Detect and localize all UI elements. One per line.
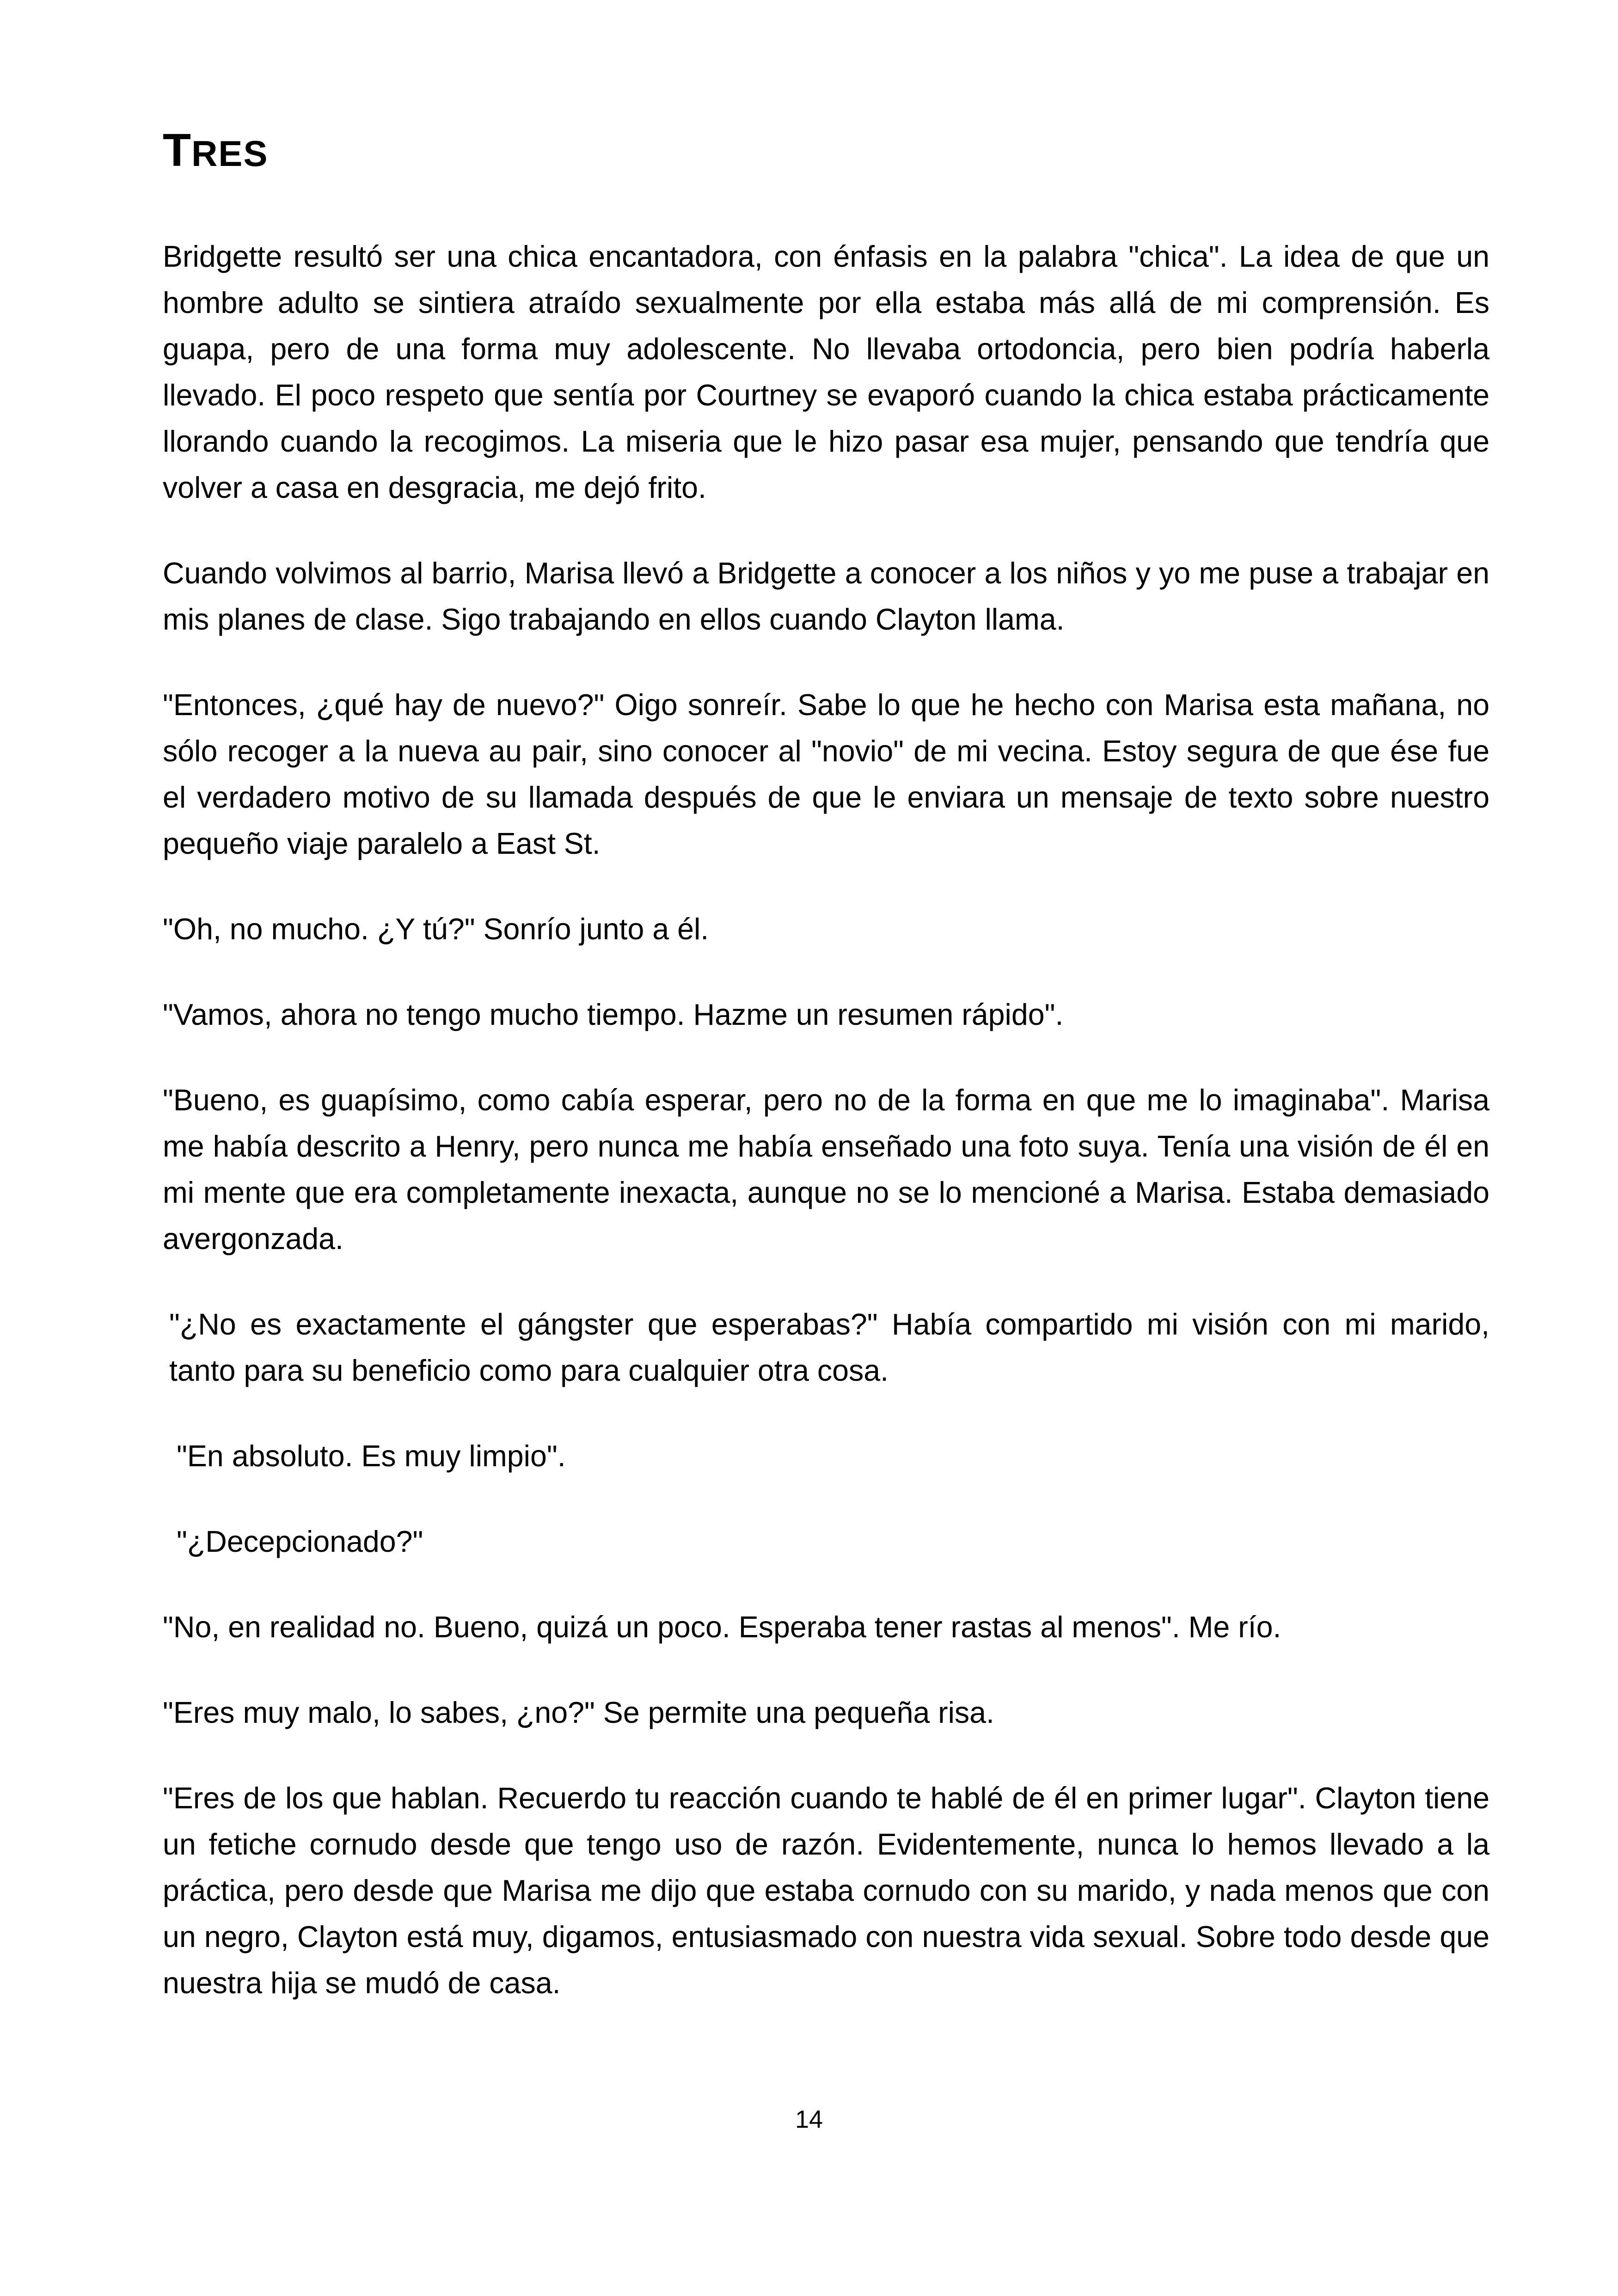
chapter-title bbox=[163, 122, 268, 181]
paragraph: Bridgette resultó ser una chica encantadora, con énfasis en la palabra "chica". La idea de que un hombre adulto se sintiera atraído sexualmente por ella estaba más allá de mi comprensión. Es guapa, pero de una forma muy adolescente. No llevaba ortodoncia, pero bien podría haberla llevado. El poco respeto que sentía por Courtney se evaporó cuando la chica estaba prácticamente llorando cuando la recogimos. La miseria que le hizo pasar esa mujer, pensando que tendría que volver a casa en desgracia, me dejó frito. bbox=[163, 240, 1489, 504]
paragraph: "¿Decepcionado?" bbox=[177, 1525, 423, 1558]
paragraph: "No, en realidad no. Bueno, quizá un poco. Esperaba tener rastas al menos". Me río. bbox=[163, 1610, 1281, 1644]
body-text bbox=[163, 233, 1489, 2045]
paragraph: "Eres muy malo, lo sabes, ¿no?" Se permite una pequeña risa. bbox=[163, 1696, 994, 1729]
page-number: 14 bbox=[795, 2106, 823, 2133]
paragraph: "Bueno, es guapísimo, como cabía esperar, pero no de la forma en que me lo imaginaba". Marisa me había descrito a Henry, pero nunca me había enseñado una foto suya. Tenía una visión de él en mi mente que era completamente inexacta, aunque no se lo mencioné a Marisa. Estaba demasiado avergonzada. bbox=[163, 1084, 1489, 1255]
chapter-title-initial: T bbox=[163, 124, 192, 176]
paragraph: Cuando volvimos al barrio, Marisa llevó a Bridgette a conocer a los niños y yo me puse a trabajar en mis planes de clase. Sigo trabajando en ellos cuando Clayton llama. bbox=[163, 557, 1489, 636]
paragraph: "¿No es exactamente el gángster que esperabas?" Había compartido mi visión con mi marido, tanto para su beneficio como para cualquier otra cosa. bbox=[169, 1308, 1489, 1387]
paragraph: "Oh, no mucho. ¿Y tú?" Sonrío junto a él. bbox=[163, 912, 709, 946]
chapter-title-rest: RES bbox=[191, 133, 269, 174]
paragraph: "Vamos, ahora no tengo mucho tiempo. Hazme un resumen rápido". bbox=[163, 998, 1064, 1031]
paragraph: "En absoluto. Es muy limpio". bbox=[177, 1439, 566, 1473]
paragraph: "Eres de los que hablan. Recuerdo tu reacción cuando te hablé de él en primer lugar". Clayton tiene un fetiche cornudo desde que tengo uso de razón. Evidentemente, nunca lo hemos llevado a la práctica, pero desde que Marisa me dijo que estaba cornudo con su marido, y nada menos que con un negro, Clayton está muy, digamos, entusiasmado con nuestra vida sexual. Sobre todo desde que nuestra hija se mudó de casa. bbox=[163, 1782, 1489, 2000]
paragraph: "Entonces, ¿qué hay de nuevo?" Oigo sonreír. Sabe lo que he hecho con Marisa esta mañana, no sólo recoger a la nueva au pair, sino conocer al "novio" de mi vecina. Estoy segura de que ése fue el verdadero motivo de su llamada después de que le enviara un mensaje de texto sobre nuestro pequeño viaje paralelo a East St. bbox=[163, 688, 1489, 860]
